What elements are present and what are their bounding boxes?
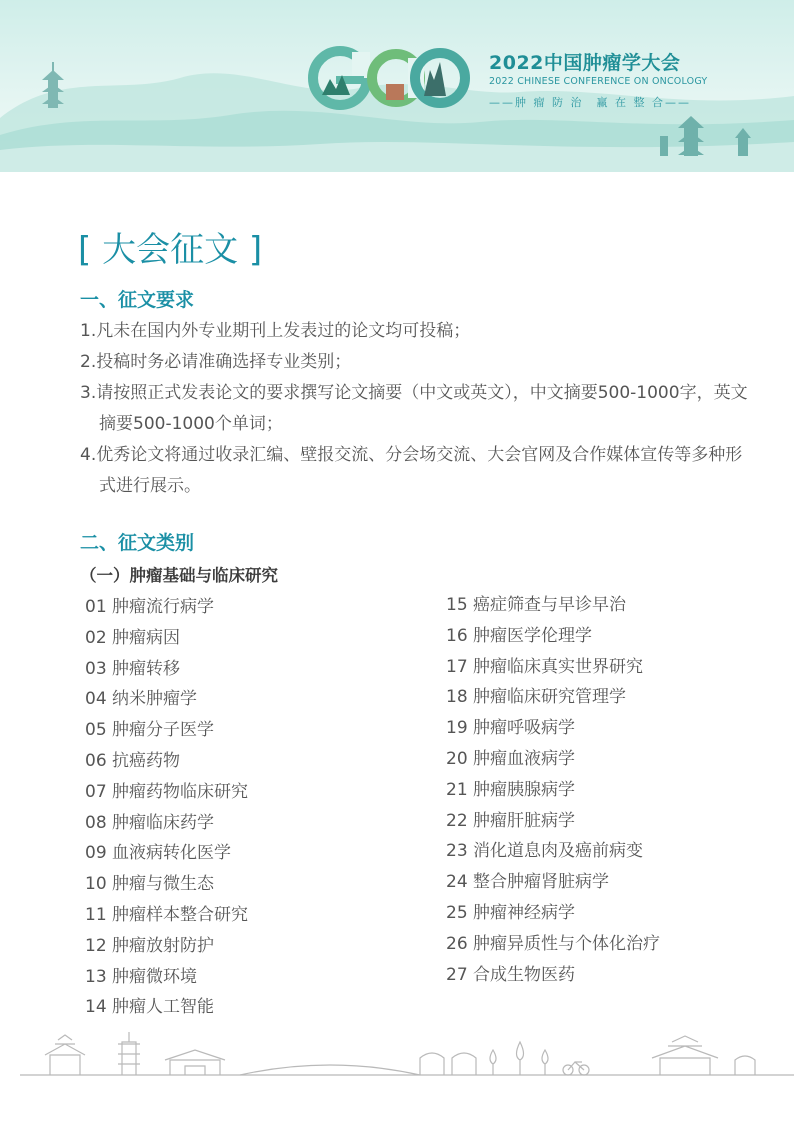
list-item: 03 肿瘤转移 — [85, 658, 181, 679]
list-item: 17 肿瘤临床真实世界研究 — [446, 656, 644, 677]
list-item: 07 肿瘤药物临床研究 — [85, 781, 249, 802]
list-item: 08 肿瘤临床药学 — [85, 812, 215, 833]
category-list-right — [446, 590, 660, 990]
list-item: 13 肿瘤微环境 — [85, 966, 198, 987]
list-item: 05 肿瘤分子医学 — [85, 720, 215, 741]
list-item: 22 肿瘤肝脏病学 — [446, 810, 576, 831]
conference-slogan: ——肿 瘤 防 治 赢 在 整 合—— — [489, 96, 691, 109]
conference-title: 2022中国肿瘤学大会 — [489, 52, 681, 74]
list-item: 21 肿瘤胰腺病学 — [446, 779, 576, 800]
list-item: 15 癌症筛查与早诊早治 — [446, 595, 627, 615]
requirements-heading: 一、征文要求 — [80, 289, 195, 311]
list-item: 14 肿瘤人工智能 — [85, 997, 215, 1018]
categories-subheading: （一）肿瘤基础与临床研究 — [80, 566, 278, 585]
list-item: 11 肿瘤样本整合研究 — [85, 904, 249, 925]
list-item: 4.优秀论文将通过收录汇编、壁报交流、分会场交流、大会官网及合作媒体宣传等多种形式进行展示。 — [80, 445, 743, 496]
list-item: 20 肿瘤血液病学 — [446, 748, 576, 769]
list-item: 24 整合肿瘤肾脏病学 — [446, 872, 610, 893]
list-item: 26 肿瘤异质性与个体化治疗 — [446, 933, 661, 954]
conference-subtitle: 2022 CHINESE CONFERENCE ON ONCOLOGY — [489, 76, 708, 87]
footer-skyline-illustration — [0, 1030, 794, 1123]
header-banner — [0, 0, 794, 172]
categories-heading: 二、征文类别 — [80, 532, 195, 554]
list-item: 23 消化道息肉及癌前病变 — [446, 841, 644, 862]
list-item: 1.凡未在国内外专业期刊上发表过的论文均可投稿； — [80, 321, 471, 341]
requirements-list — [80, 316, 750, 502]
list-item: 27 合成生物医药 — [446, 964, 576, 985]
list-item: 06 抗癌药物 — [85, 750, 181, 771]
list-item: 01 肿瘤流行病学 — [85, 597, 215, 617]
category-list-left — [85, 592, 248, 1023]
list-item: 2.投稿时务必请准确选择专业类别； — [80, 352, 352, 372]
list-item: 02 肿瘤病因 — [85, 627, 181, 648]
list-item: 12 肿瘤放射防护 — [85, 935, 215, 956]
list-item: 19 肿瘤呼吸病学 — [446, 718, 576, 739]
page-title: [ 大会征文 ] — [78, 230, 263, 270]
list-item: 18 肿瘤临床研究管理学 — [446, 687, 627, 708]
list-item: 09 血液病转化医学 — [85, 843, 232, 864]
list-item: 3.请按照正式发表论文的要求撰写论文摘要（中文或英文），中文摘要500-1000字，英文摘要500-1000个单词； — [80, 383, 748, 434]
list-item: 04 纳米肿瘤学 — [85, 689, 198, 710]
list-item: 16 肿瘤医学伦理学 — [446, 625, 593, 646]
list-item: 10 肿瘤与微生态 — [85, 874, 215, 895]
list-item: 25 肿瘤神经病学 — [446, 902, 576, 923]
